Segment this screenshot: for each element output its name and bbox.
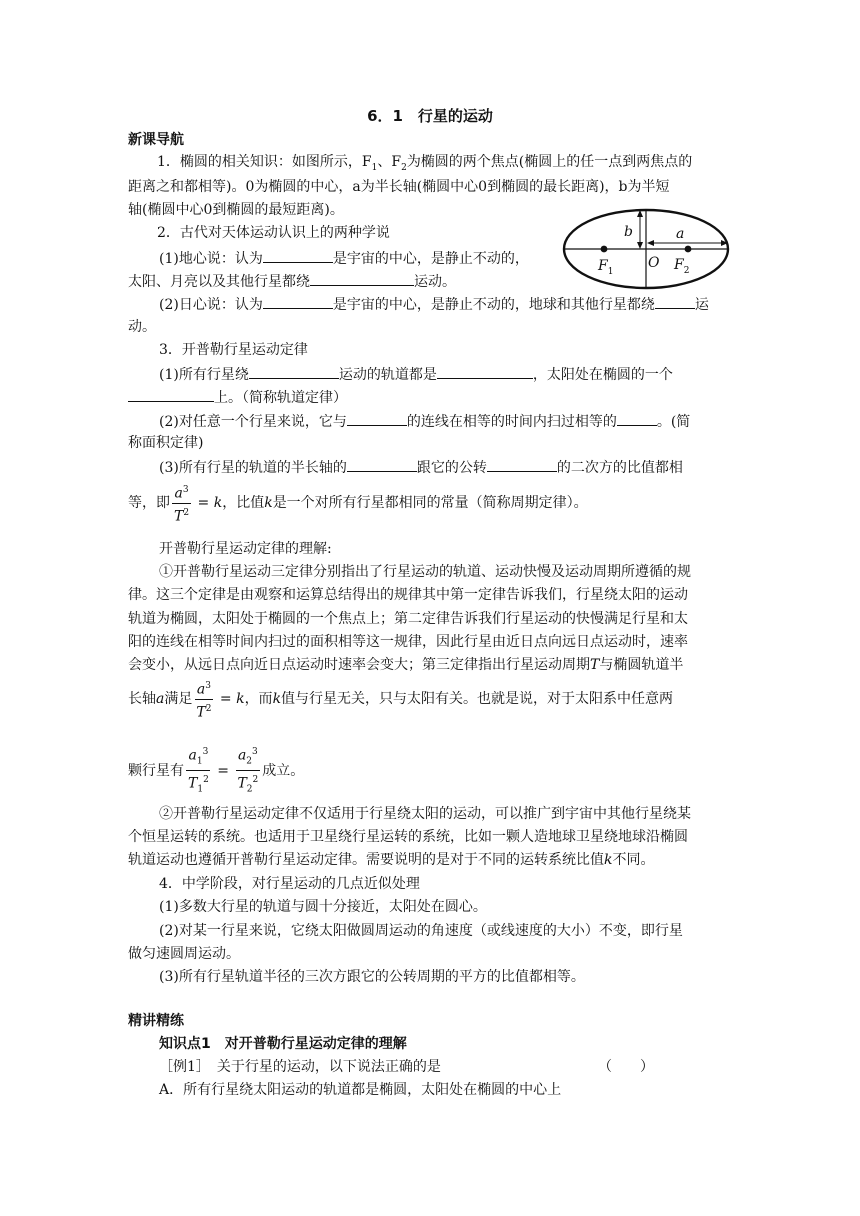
para-4-2-line-1: (2)对某一行星来说，它绕太阳做圆周运动的角速度（或线速度的大小）不变，即行星 (159, 923, 683, 939)
focus-f1-dot (601, 246, 608, 253)
para-4-3: (3)所有行星轨道半径的三次方跟它的公转周期的平方的比值都相等。 (159, 969, 585, 985)
understanding-line-9: 个恒星运转的系统。也适用于卫星绕行星运转的系统，比如一颗人造地球卫星绕地球沿椭圆 (128, 829, 688, 845)
fill-blank[interactable] (263, 294, 333, 309)
para-1-line-2: 距离之和都相等)。0为椭圆的中心，a为半长轴(椭圆中心0到椭圆的最长距离)，b为半短 (128, 179, 670, 195)
para-1-line-1: 1．椭圆的相关知识：如图所示，$F_1$、$F_2$为椭圆的两个焦点(椭圆上的任一点到两焦点的 (157, 154, 693, 173)
knowledge-point-1: 知识点1 对开普勒行星运动定律的理解 (159, 1036, 407, 1052)
fill-blank[interactable] (487, 457, 557, 472)
para-4-1: (1)多数大行星的轨道与圆十分接近，太阳处在圆心。 (159, 899, 487, 915)
para-2-2-line-2: 动。 (128, 319, 156, 335)
answer-parentheses[interactable]: （ ） (598, 1059, 654, 1075)
formula-a3-over-t2: $\frac{a^3}{T^2}$ (194, 678, 213, 720)
fill-blank[interactable] (263, 248, 333, 263)
understanding-line-2: 律。这三个定律是由观察和运算总结得出的规律其中第一定律告诉我们，行星绕太阳的运动 (128, 587, 688, 603)
para-2-heading: 2．古代对天体运动认识上的两种学说 (157, 225, 390, 241)
understanding-line-6: 长轴a满足 $\frac{a^3}{T^2}$ = k，而k值与行星无关，只与太阳有关。也就是说，对于太阳系中任意两 (128, 676, 673, 722)
a-arrow-head-left (647, 240, 654, 246)
ellipse-diagram (560, 206, 732, 292)
understanding-line-7: 颗行星有 $\frac{a_1^3}{T_1^2}$ = $\frac{a_2^3}{T_2^2}$ 成立。 (128, 744, 304, 798)
para-3-1-line-2: 上。（简称轨道定律） (128, 387, 347, 407)
fill-blank[interactable] (437, 364, 533, 379)
para-3-heading: 3．开普勒行星运动定律 (159, 342, 308, 358)
para-3-3-line-1: (3)所有行星的轨道的半长轴的 跟它的公转 的二次方的比值都相 (159, 457, 683, 477)
understanding-heading: 开普勒行星运动定律的理解: (159, 541, 332, 557)
b-arrow-head-bottom (637, 242, 643, 249)
fill-blank[interactable] (617, 411, 657, 426)
para-3-3-line-2: 等，即 $\frac{a^3}{T^2}$ = k，比值k是一个对所有行星都相同的常量（简称周期定律）。 (128, 480, 588, 526)
understanding-line-10: 轨道运动也遵循开普勒行星运动定律。需要说明的是对于不同的运转系统比值k不同。 (128, 852, 655, 868)
section-heading-explanation: 精讲精练 (128, 1013, 184, 1029)
label-a: a (676, 226, 685, 242)
fill-blank[interactable] (128, 387, 214, 402)
para-3-2-line-2: 称面积定律) (128, 435, 204, 451)
formula-a2-over-t2: $\frac{a_2^3}{T_2^2}$ (235, 744, 260, 798)
understanding-line-8: ②开普勒行星运动定律不仅适用于行星绕太阳的运动，可以推广到宇宙中其他行星绕某 (159, 806, 691, 822)
fill-blank[interactable] (655, 294, 695, 309)
label-f1: $F_1$ (598, 258, 614, 277)
example-1-question: ［例1］ 关于行星的运动，以下说法正确的是 (159, 1059, 441, 1075)
para-4-heading: 4．中学阶段，对行星运动的几点近似处理 (159, 876, 420, 892)
para-3-2-line-1: (2)对任意一个行星来说，它与 的连线在相等的时间内扫过相等的 。(简 (159, 411, 690, 431)
para-1-line-3: 轴(椭圆中心0到椭圆的最短距离)。 (128, 202, 344, 218)
page-title: 6．1 行星的运动 (367, 107, 493, 125)
option-a: A．所有行星绕太阳运动的轨道都是椭圆，太阳处在椭圆的中心上 (159, 1082, 562, 1098)
para-2-1-line-2: 太阳、月亮以及其他行星都绕 运动。 (128, 271, 456, 291)
para-3-1-line-1: (1)所有行星绕 运动的轨道都是 ，太阳处在椭圆的一个 (159, 364, 673, 384)
fill-blank[interactable] (347, 457, 417, 472)
understanding-line-4: 阳的连线在相等时间内扫过的面积相等这一规律，因此行星由近日点向远日点运动时，速率 (128, 634, 688, 650)
fill-blank[interactable] (249, 364, 339, 379)
para-2-1-line-1: (1)地心说：认为 是宇宙的中心，是静止不动的， (159, 248, 529, 268)
section-heading-new-lesson: 新课导航 (128, 132, 184, 148)
label-b: b (624, 224, 633, 240)
understanding-line-1: ①开普勒行星运动三定律分别指出了行星运动的轨道、运动快慢及运动周期所遵循的规 (159, 564, 691, 580)
para-4-2-line-2: 做匀速圆周运动。 (128, 946, 240, 962)
fill-blank[interactable] (310, 271, 414, 286)
formula-a1-over-t1: $\frac{a_1^3}{T_1^2}$ (186, 744, 211, 798)
understanding-line-5: 会变小，从远日点向近日点运动时速率会变大；第三定律指出行星运动周期T与椭圆轨道半 (128, 657, 684, 673)
formula-a3-over-t2: $\frac{a^3}{T^2}$ (172, 482, 191, 524)
fill-blank[interactable] (347, 411, 407, 426)
label-f2: $F_2$ (674, 257, 690, 276)
understanding-line-3: 轨道为椭圆，太阳处于椭圆的一个焦点上；第二定律告诉我们行星运动的快慢满足行星和太 (128, 611, 688, 627)
para-2-2-line-1: (2)日心说：认为 是宇宙的中心，是静止不动的，地球和其他行星都绕 运 (159, 294, 709, 314)
label-o: O (648, 255, 660, 271)
focus-f2-dot (685, 246, 692, 253)
